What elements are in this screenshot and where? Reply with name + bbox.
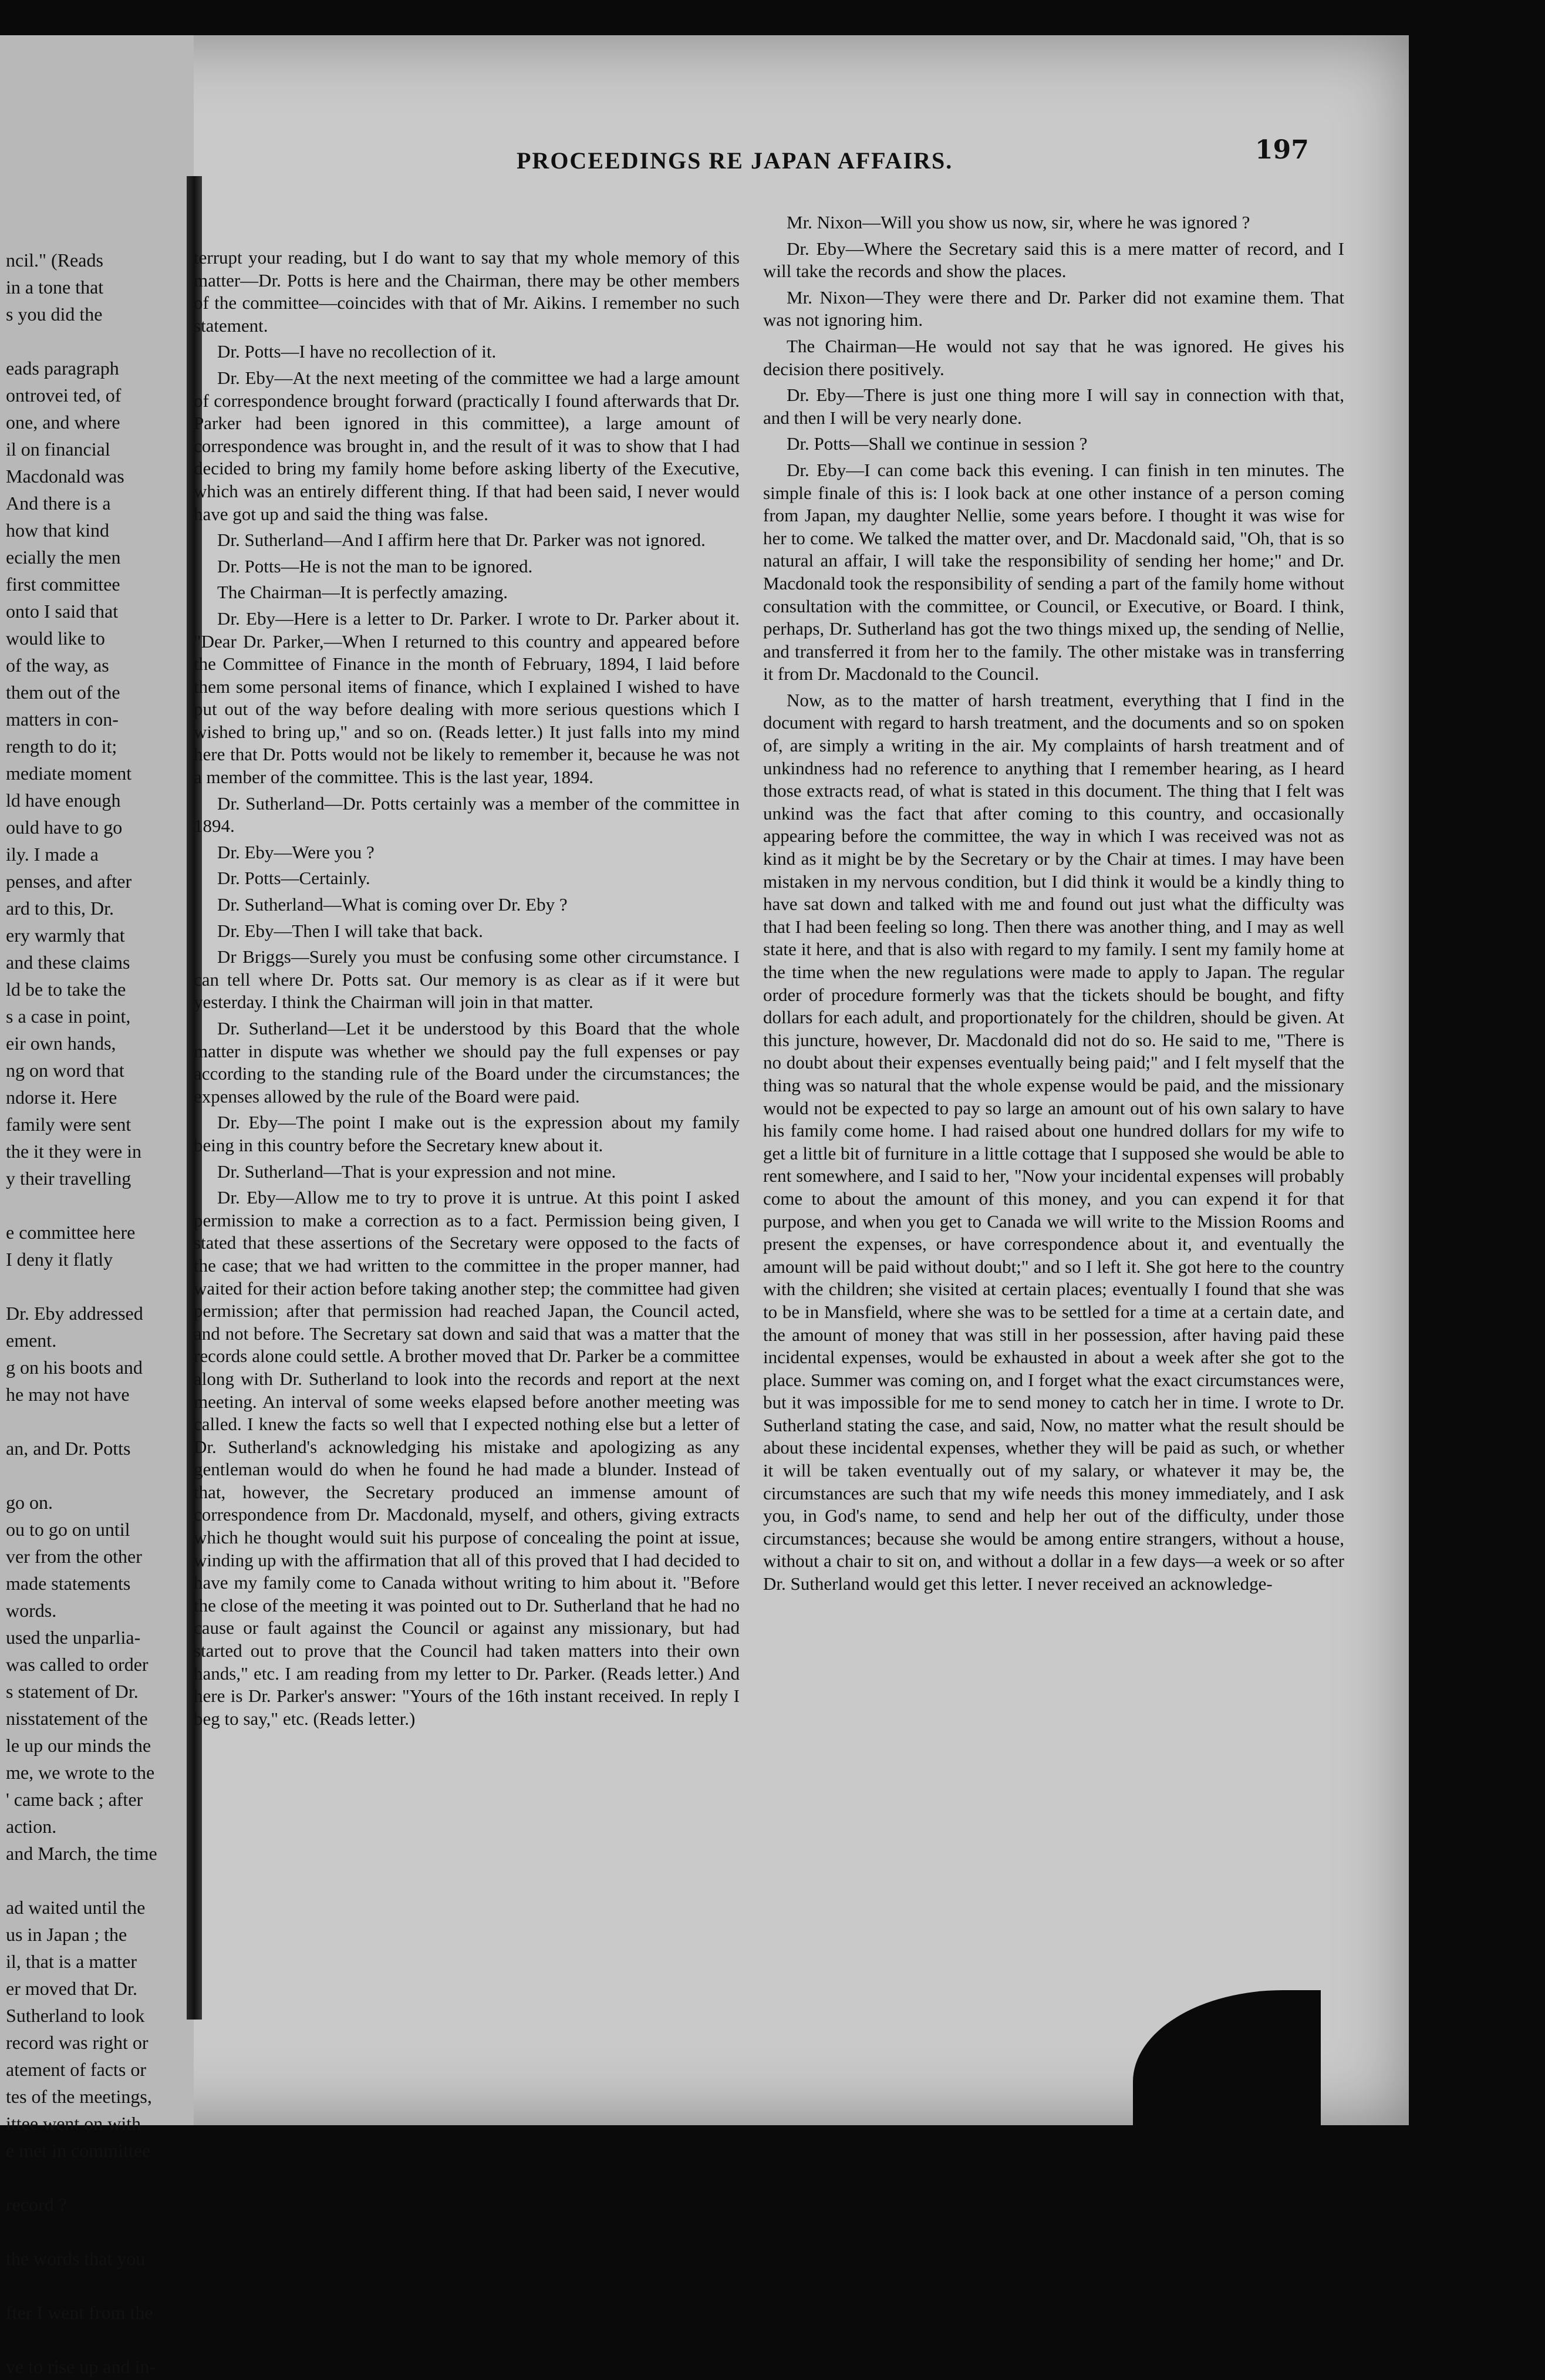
left-fragment-line: I deny it flatly — [6, 1249, 113, 1270]
paragraph: The Chairman—He would not say that he was ignored. He gives his decision there positively. — [763, 335, 1344, 379]
left-fragment-line: ery warmly that — [6, 925, 125, 946]
page-number: 197 — [1255, 135, 1309, 165]
paragraph: Mr. Nixon—Will you show us now, sir, where he was ignored ? — [787, 212, 1250, 232]
paragraph: Dr. Potts—Shall we continue in session ? — [787, 433, 1088, 454]
left-fragment-line: tes of the meetings, — [6, 2086, 152, 2107]
paragraph: Dr. Eby—Here is a letter to Dr. Parker. I wrote to Dr. Parker about it. "Dear Dr. Parker,—When I returned to this country and appeared before the Committee of Finance in the month of February, 1894, I laid before them some personal items of finance, which I explained I wished to have put out of the way before dealing with more serious questions which I wished to bring up," and so on. (Reads letter.) It just falls into my mind here that Dr. Potts would not be likely to remember it, because he was not a member of the committee. This is the last year, 1894. — [194, 608, 740, 788]
left-fragment-line: ecially the men — [6, 547, 121, 568]
left-fragment-line: made statements — [6, 1573, 131, 1594]
left-fragment-line: le up our minds the — [6, 1735, 151, 1756]
left-fragment-line: first committee — [6, 574, 120, 595]
left-fragment-line: me, we wrote to the — [6, 1762, 155, 1783]
left-fragment-line: eads paragraph — [6, 358, 119, 379]
left-fragment-line: onto I said that — [6, 601, 119, 622]
left-fragment-line: go on. — [6, 1492, 53, 1513]
running-header: PROCEEDINGS RE JAPAN AFFAIRS. — [517, 147, 953, 174]
paragraph: Dr. Eby—Where the Secretary said this is a mere matter of record, and I will take the records and show the places. — [763, 238, 1344, 282]
left-fragment-line: ncil." (Reads — [6, 250, 103, 271]
left-fragment-line: y their travelling — [6, 1168, 131, 1189]
left-fragment-line: il, that is a matter — [6, 1951, 137, 1972]
left-fragment-line — [6, 1408, 182, 1435]
left-fragment-line: atement of facts or — [6, 2059, 146, 2080]
left-fragment-line: Macdonald was — [6, 466, 124, 487]
paragraph: Dr. Eby—Were you ? — [217, 841, 375, 862]
paragraph: Dr. Eby—At the next meeting of the committee we had a large amount of correspondence brought forward (practically I found afterwards that Dr. Parker had been ignored in this committee), a large amount of correspondence was brought in, and the result of it was to show that I had decided to bring my family home before asking liberty of the Executive, which was an entirely different thing. If that had been said, I never would have got up and said the thing was false. — [194, 367, 740, 524]
left-fragment-line — [6, 1273, 182, 1300]
left-fragment-line: ' came back ; after — [6, 1789, 143, 1810]
left-fragment-line: fter I went from the — [6, 2302, 153, 2323]
left-fragment-line: matters in con- — [6, 709, 119, 730]
left-fragment-line: eir own hands, — [6, 1033, 116, 1054]
left-fragment-line — [6, 2326, 182, 2353]
left-fragment-line: ou to go on until — [6, 1519, 130, 1540]
right-column — [763, 211, 1344, 1599]
left-fragment-line: used the unparlia- — [6, 1627, 141, 1648]
paragraph: Dr. Eby—There is just one thing more I will say in connection with that, and then I will be very nearly done. — [763, 385, 1344, 428]
left-fragment-line: was called to order — [6, 1654, 149, 1675]
left-fragment-line: how that kind — [6, 520, 109, 541]
left-fragment-line — [6, 2164, 182, 2191]
left-fragment-line: record was right or — [6, 2032, 149, 2053]
left-fragment-line: nisstatement of the — [6, 1708, 148, 1729]
paragraph: Dr Briggs—Surely you must be confusing some other circumstance. I can tell where Dr. Potts sat. Our memory is as clear as if it were but yesterday. I think the Chairman will join in that matter. — [194, 946, 740, 1013]
book-page — [0, 35, 1409, 2377]
paragraph: Dr. Sutherland—Dr. Potts certainly was a member of the committee in 1894. — [194, 793, 740, 837]
left-fragment-line: words. — [6, 1600, 57, 1621]
paragraph: Dr. Eby—The point I make out is the expression about my family being in this country before the Secretary knew about it. — [194, 1112, 740, 1155]
left-fragment-line: family were sent — [6, 1114, 131, 1135]
paragraph: Dr. Potts—I have no recollection of it. — [217, 341, 497, 362]
left-fragment-line: s statement of Dr. — [6, 1681, 139, 1702]
paragraph: Dr. Potts—Certainly. — [217, 868, 370, 889]
left-fragment-line: rength to do it; — [6, 736, 117, 757]
paragraph: The Chairman—It is perfectly amazing. — [217, 582, 508, 603]
left-fragment-line: ard to this, Dr. — [6, 898, 114, 919]
left-column-fragment — [6, 247, 182, 2380]
left-fragment-line: mediate moment — [6, 763, 132, 784]
left-fragment-line: s a case in point, — [6, 1006, 131, 1027]
left-fragment-line: Dr. Eby addressed — [6, 1303, 143, 1324]
left-fragment-line: Sutherland to look — [6, 2005, 145, 2026]
left-fragment-line: e committee here — [6, 1222, 136, 1243]
left-fragment-line: ng on word that — [6, 1060, 124, 1081]
left-fragment-line: ould have to go — [6, 817, 123, 838]
left-fragment-line: would like to — [6, 628, 105, 649]
left-fragment-line: er moved that Dr. — [6, 1978, 137, 1999]
left-fragment-line — [6, 2272, 182, 2299]
torn-corner — [1133, 1990, 1321, 2143]
left-fragment-line: And there is a — [6, 493, 111, 514]
paragraph: Dr. Sutherland—What is coming over Dr. Eby ? — [217, 894, 568, 915]
left-fragment-line: ontrovei ted, of — [6, 385, 122, 406]
left-fragment-line — [6, 328, 182, 355]
left-fragment-line: ld be to take the — [6, 979, 126, 1000]
left-fragment-line — [6, 1192, 182, 1219]
left-fragment-line: and these claims — [6, 952, 130, 973]
left-fragment-line: one, and where — [6, 412, 120, 433]
paragraph: Dr. Potts—He is not the man to be ignored. — [217, 555, 533, 577]
left-fragment-line: an, and Dr. Potts — [6, 1438, 131, 1459]
left-fragment-line: s you did the — [6, 304, 103, 325]
left-fragment-line: ndorse it. Here — [6, 1087, 117, 1108]
paragraph: Dr. Eby—Then I will take that back. — [217, 920, 483, 941]
paragraph: Dr. Sutherland—That is your expression and not mine. — [217, 1161, 616, 1182]
left-fragment-line: the words that you — [6, 2248, 146, 2269]
left-fragment-line: in a tone that — [6, 277, 104, 298]
left-fragment-line: g on his boots and — [6, 1357, 143, 1378]
paragraph: Dr. Sutherland—Let it be understood by this Board that the whole matter in dispute was whether we should pay the full expenses or pay according to the standing rule of the Board under the circumstances; the expenses allowed by the rule of the Board were paid. — [194, 1018, 740, 1107]
left-fragment-line: ily. I made a — [6, 844, 99, 865]
left-fragment-line: ver from the other — [6, 1546, 142, 1567]
left-fragment-line: of the way, as — [6, 655, 109, 676]
left-fragment-line: and March, the time — [6, 1843, 157, 1864]
left-fragment-line — [6, 1462, 182, 1489]
left-fragment-line: penses, and after — [6, 871, 132, 892]
paragraph: Mr. Nixon—They were there and Dr. Parker did not examine them. That was not ignoring him. — [763, 286, 1344, 331]
paragraph: Dr. Eby—I can come back this evening. I can finish in ten minutes. The simple finale of this is: I look back at one other instance of a person coming from Japan, my daughter Nellie, some years before. I thought it was wise for her to come. We talked the matter over, and Dr. Macdonald said, "Oh, that is so natural an affair, I will take the responsibility of sending her home;" and Dr. Macdonald took the responsibility of sending a part of the family home without consultation with the committee, or Council, or Executive, or Board. I think, perhaps, Dr. Sutherland has got the two things mixed up, the sending of Nellie, and transferred it from her to the family. The other mistake was in transferring it from Dr. Macdonald to the Council. — [763, 459, 1344, 685]
left-fragment-line: ve to rise up and in- — [6, 2356, 156, 2377]
paragraph: Dr. Sutherland—And I affirm here that Dr. Parker was not ignored. — [217, 530, 706, 551]
middle-column — [194, 247, 740, 1734]
left-fragment-line: e met in committee — [6, 2140, 151, 2161]
left-fragment-line: ad waited until the — [6, 1897, 146, 1918]
paragraph: Dr. Eby—Allow me to try to prove it is untrue. At this point I asked permission to make a correction as to a fact. Permission being given, I stated that these assertions of the Secretary were opposed to the facts of the case; that we had written to the committee in the proper manner, had waited for their action before taking another step; the committee had given permission; after that permission had reached Japan, the Council acted, and not before. The Secretary sat down and said that was a matter that the records alone could settle. A brother moved that Dr. Parker be a committee along with Dr. Sutherland to look into the records and report at the next meeting. An interval of some weeks elapsed before another meeting was called. I knew the facts so well that I expected nothing else but a letter of Dr. Sutherland's acknowledging his mistake and apologizing as any gentleman would do when he found he had made a blunder. Instead of that, however, the Secretary produced an immense amount of correspondence from Dr. Macdonald, myself, and others, giving extracts which he thought would suit his purpose of concealing the point at issue, winding up with the affirmation that all of this proved that I had decided to have my family come to Canada without writing to him about it. "Before the close of the meeting it was pointed out to Dr. Sutherland that he had no cause or fault against the Council or against any missionary, but had started out to prove that the Council had taken matters into their own hands," etc. I am reading from my letter to Dr. Parker. (Reads letter.) And here is Dr. Parker's answer: "Yours of the 16th instant received. In reply I beg to say," etc. (Reads letter.) — [194, 1187, 740, 1729]
left-fragment-line: il on financial — [6, 439, 110, 460]
left-fragment-line: action. — [6, 1816, 57, 1837]
left-fragment-line: the it they were in — [6, 1141, 142, 1162]
left-fragment-line — [6, 2218, 182, 2245]
left-fragment-line — [6, 1867, 182, 1894]
left-fragment-line: ement. — [6, 1330, 57, 1351]
paragraph: terrupt your reading, but I do want to say that my whole memory of this matter—Dr. Potts is here and the Chairman, there may be other members of the committee—coincides with that of Mr. Aikins. I remember no such statement. — [194, 247, 740, 336]
left-fragment-line: he may not have — [6, 1384, 130, 1405]
left-fragment-line: ld have enough — [6, 790, 121, 811]
left-fragment-line: them out of the — [6, 682, 120, 703]
paragraph: Now, as to the matter of harsh treatment, everything that I find in the document with regard to harsh treatment, and the documents and so on spoken of, are simply a writing in the air. My complaints of harsh treatment and of unkindness had no reference to anything that I remember hearing, as I heard those extracts read, of what is stated in this document. The thing that I felt was unkind was the fact that after coming to this country, and occasionally appearing before the committee, the way in which I was received was not as kind as it might be by the Secretary or by the Chair at times. I may have been mistaken in my nervous condition, but I did think it would be a kindly thing to have sat down and talked with me and found out just what the difficulty was that I had been feeling so long. Then there was another thing, and I may as well state it here, and that is also with regard to my family. I sent my family home at the time when the new regulations were made to apply to Japan. The regular order of procedure formerly was that the tickets should be bought, and fifty dollars for each adult, and proportionately for the children, should be given. At this juncture, however, Dr. Macdonald did not do so. He said to me, "There is no doubt about their expenses eventually being paid;" and I felt myself that the thing was so natural that the whole expense would be paid, and the missionary would not be expected to pay so large an amount out of his own salary to have his family come home. I had raised about one hundred dollars for my wife to get a little bit of furniture in a little cottage that I supposed she would be able to rent somewhere, and I said to her, "Now your incidental expenses will probably come to about the amount of this money, and you can expend it for that purpose, and when you get to Canada we will write to the Mission Rooms and present the expenses, or have correspondence about it, and eventually the amount will be paid without doubt;" and so I left it. She got here to the country with the children; she visited at certain places; eventually I found that she was to be in Mansfield, where she was to be settled for a time at a certain date, and the amount of money that was still in her possession, after having paid these incidental expenses, would be exhausted in about a week after she got to the place. Summer was coming on, and I forget what the exact circumstances were, but it was impossible for me to send money to catch her in time. I wrote to Dr. Sutherland stating the case, and said, Now, no matter what the result should be about these incidental expenses, whether they will be paid as such, or whether it will be taken eventually out of my salary, or whatever it may be, the circumstances are such that my wife needs this money immediately, and I ask you, in God's name, to send and help her out of the difficulty, under those circumstances; because she would be among entire strangers, without a house, without a chair to sit on, and without a dollar in a few days—a week or so after Dr. Sutherland would get this letter. I never received an acknowledge- — [763, 689, 1344, 1594]
left-fragment-line: us in Japan ; the — [6, 1924, 127, 1945]
left-fragment-line: record ? — [6, 2194, 67, 2215]
left-fragment-line: ittee went on with — [6, 2113, 141, 2134]
